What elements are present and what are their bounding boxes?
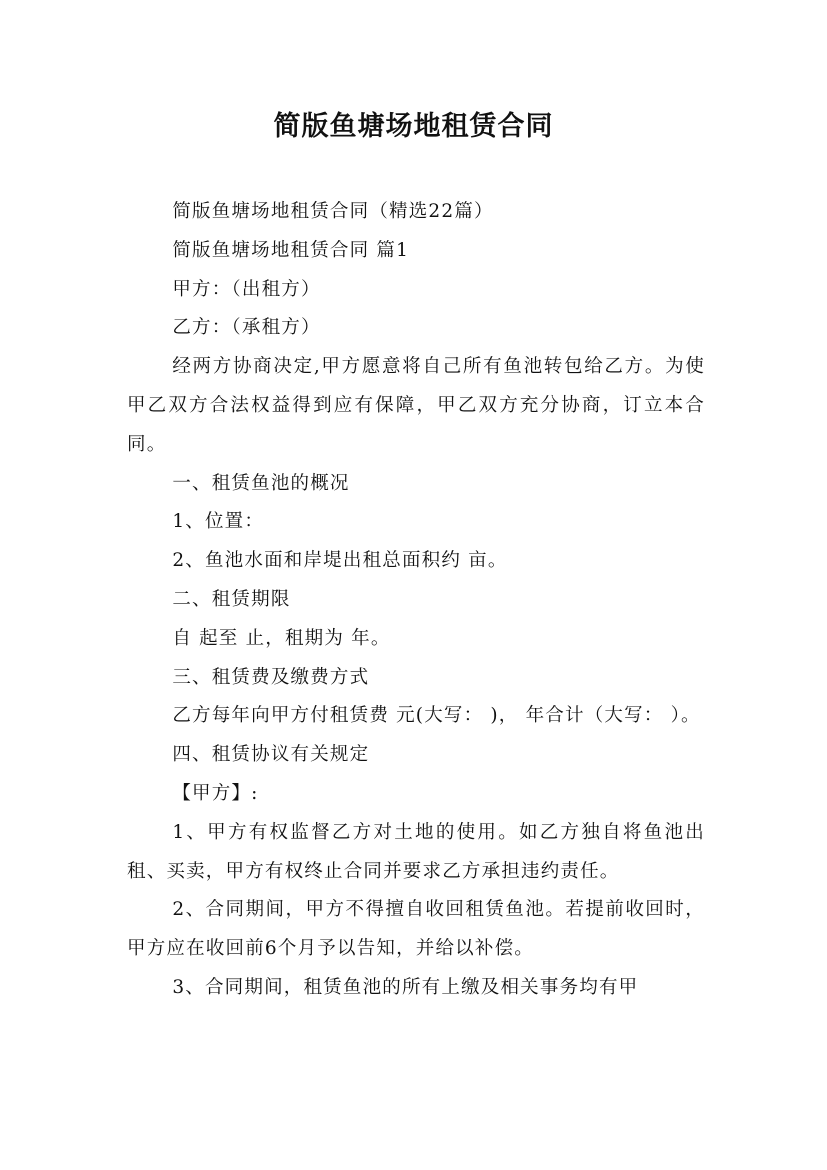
clause-heading-1: 一、租赁鱼池的概况: [172, 472, 350, 494]
clause-item: 自 起至 止，租期为 年。: [172, 627, 391, 649]
clause-item: 1、位置：: [172, 511, 265, 533]
clause-heading-2: 二、租赁期限: [172, 588, 291, 610]
clause-item: 2、合同期间，甲方不得擅自收回租赁鱼池。若提前收回时，甲方应在收回前6个月予以告知，并给以补偿。: [127, 899, 705, 960]
preamble-paragraph: 经两方协商决定,甲方愿意将自己所有鱼池转包给乙方。为使甲乙双方合法权益得到应有保障，甲乙双方充分协商，订立本合同。: [127, 356, 705, 455]
clause-item: 3、合同期间，租赁鱼池的所有上缴及相关事务均有甲: [172, 976, 639, 998]
subtitle-paragraph: 简版鱼塘场地租赁合同（精选22篇）: [172, 201, 494, 222]
document-body: [127, 193, 705, 1008]
section-heading: 简版鱼塘场地租赁合同 篇1: [172, 239, 410, 261]
clause-heading-4: 四、租赁协议有关规定: [172, 744, 370, 766]
clause-item: 2、鱼池水面和岸堤出租总面积约 亩。: [172, 550, 508, 572]
party-a-line: 甲方：（出租方）: [172, 278, 321, 300]
party-a-heading: 【甲方】:: [172, 782, 259, 804]
party-b-line: 乙方：（承租方）: [172, 317, 321, 339]
document-title: 简版鱼塘场地租赁合同: [273, 111, 554, 142]
clause-item: 1、甲方有权监督乙方对土地的使用。如乙方独自将鱼池出租、买卖，甲方有权终止合同并要求乙方承担违约责任。: [127, 821, 705, 882]
clause-heading-3: 三、租赁费及缴费方式: [172, 666, 370, 688]
clause-item: 乙方每年向甲方付租赁费 元(大写： )， 年合计（大写： ）。: [172, 705, 701, 727]
